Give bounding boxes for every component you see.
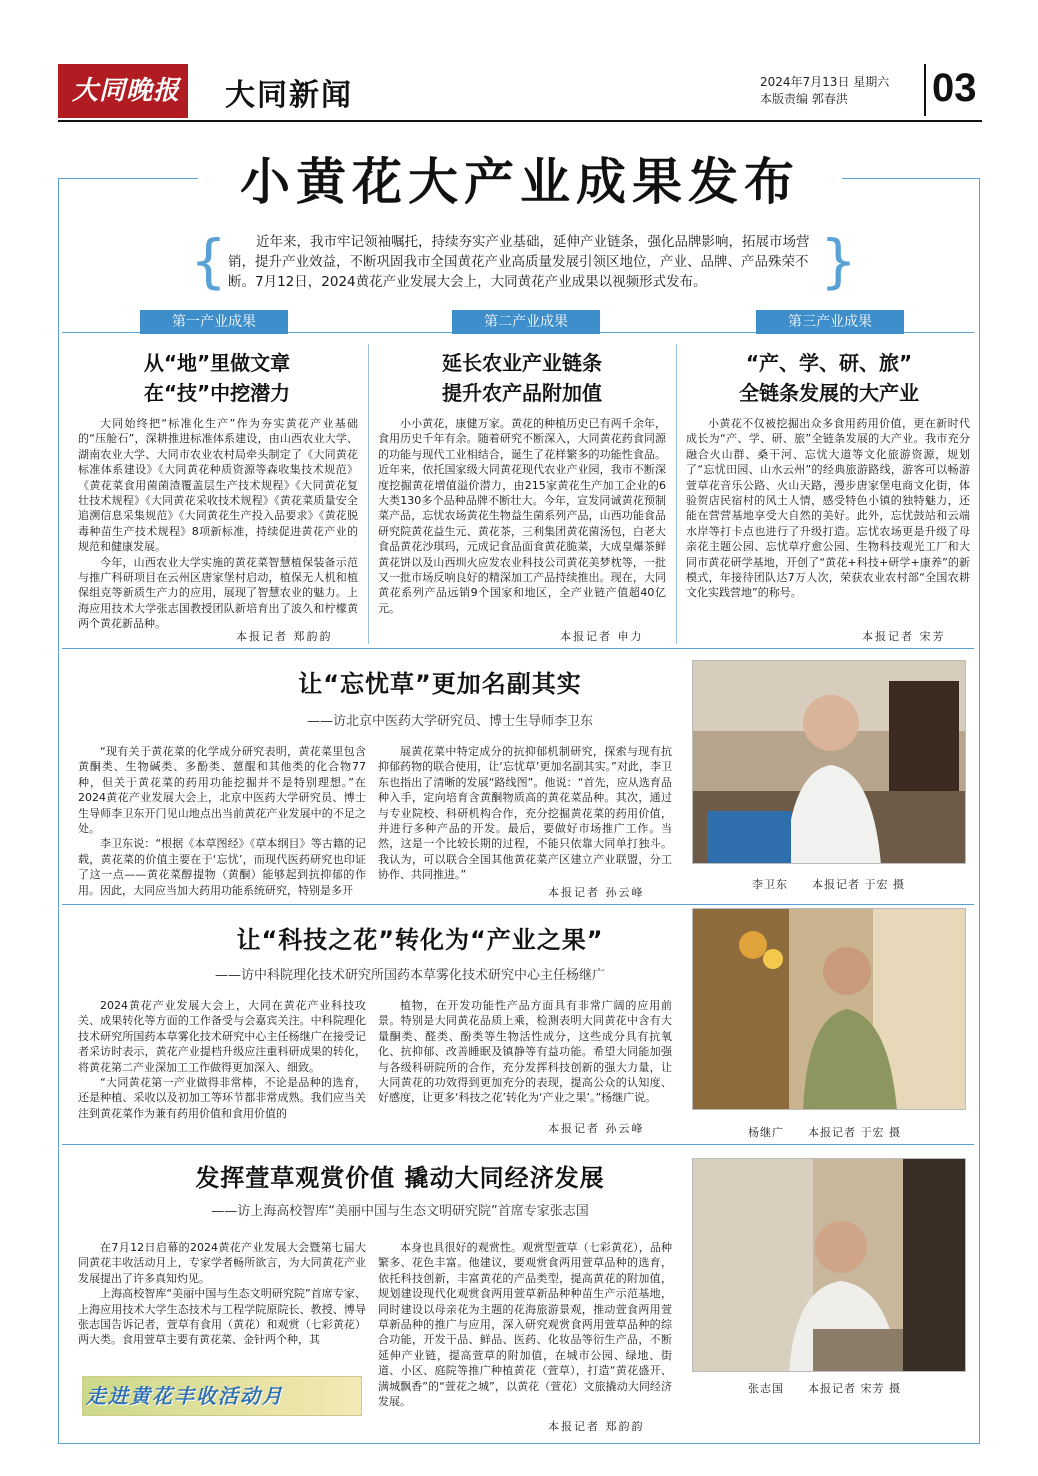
brace-left: { <box>190 227 227 295</box>
portrait-photo-li-weidong <box>692 660 966 864</box>
frame-top-right <box>842 178 980 179</box>
interview-2-byline: 本报记者 孙云峰 <box>548 1122 645 1135</box>
column-3-headline: “产、学、研、旅” 全链条发展的大产业 <box>739 351 919 405</box>
column-divider <box>676 344 677 644</box>
harvest-month-banner-text: 走进黄花丰收活动月 <box>86 1384 284 1408</box>
photo-caption-2: 杨继广 本报记者 于宏 摄 <box>748 1126 901 1139</box>
interview-1-body-left: “现有关于黄花菜的化学成分研究表明，黄花菜里包含黄酮类、生物碱类、多酚类、蒽醌和其他类的化合物77种，但关于黄花菜的药用功能挖掘并不是特别理想。”在2024黄花产业发展大会上，北京中医药大学研究员、博士生导师李卫东开门见山地点出当前黄花产业发展中的不足之处。 李卫东说：“根据《本草图经》《草本纲目》等古籍的记载，黄花菜的价值主要在于‘忘忧’，而现代医药研究也印证了这一点——黄花菜醇提物（黄酮）能够起到抗抑郁的作用。因此，大同应当加大药用功能系统研究，特别是多开 <box>78 745 366 897</box>
tab-primary-industry: 第一产业成果 <box>140 310 288 334</box>
interview-3-body-right: 本身也具很好的观赏性。观赏型萱草（七彩黄花），品种繁多、花色丰富。他建议，要观赏食两用萱草品种的选育，依托科技创新，丰富黄花的产品类型，提高黄花的附加值，规划建设现代化观赏食两用萱草新品种种苗生产示范基地，同时建设以母亲花为主题的花海旅游景观，推动萱食两用萱草新品种的推广与应用，深入研究观赏食两用萱草品种的综合功能，开发干品、鲜品、医药、化妆品等衍生产品，不断延伸产业链，提高萱草的附加值，在城市公园、绿地、街道、小区、庭院等推广种植黄花（萱草），打造“黄花盛开、满城飘香”的“萱花之城”，以黄花（萱花）文旅撬动大同经济发展。 <box>378 1241 672 1409</box>
interview-3-subtitle: ——访上海高校智库“美丽中国与生态文明研究院”首席专家张志国 <box>211 1204 589 1219</box>
portrait-yang-jiguang-image <box>693 909 966 1110</box>
interview-2-title: 让“科技之花”转化为“产业之果” <box>236 926 604 954</box>
column-2-body: 小小黄花，康健万家。黄花的种植历史已有两千余年，食用历史千年有余。随着研究不断深入，大同黄花药食同源的功能与现代工业相结合，诞生了花样繁多的功能性食品。近年来，依托国家级大同黄花现代农业产业园，我市不断深度挖掘黄花增值溢价潜力，由215家黄花生产加工企业的6大类130多个品种品牌不断壮大。今年，宣发同诚黄花预制菜产品，忘忧农场黄花生物益生菌系列产品，山西功能食品研究院黄花益生元、黄花茶，三利集团黄花菌汤包，白老大食品黄花沙琪玛，元成记食品面食黄花脆菜，大成皇爆茶鲜黄花饼以及山西圳火应发农业科技公司黄花美梦枕等，一批又一批市场反响良好的精深加工产品持续推出。现在，大同黄花系列产品远销9个国家和地区，全产业链产值超40亿元。 <box>378 417 666 615</box>
column-2-byline: 本报记者 申力 <box>560 630 644 643</box>
interview-2-subtitle: ——访中科院理化技术研究所国药本草雾化技术研究中心主任杨继广 <box>214 968 605 983</box>
section-rule <box>62 648 974 649</box>
column-3-body: 小黄花不仅被挖掘出众多食用药用价值，更在新时代成长为“产、学、研、旅”全链条发展的大产业。我市充分融合火山群、桑干河、忘忧大道等文化旅游资源，规划了“忘忧田园、山水云州”的经典旅游路线，游客可以畅游萱草花音乐公路、火山天路，漫步唐家堡电商文化街，体验贺店民宿村的风土人情，感受特色小镇的独特魅力，还能在营营基地享受大自然的美好。此外，忘忧鼓站和云端水岸等打卡点也进行了升级打造。忘忧农场更是升级了母亲花主题公园、忘忧草疗愈公园、生物科技观光工厂和大同市黄花研学基地，开创了“黄花+科技+研学+康养”的新模式，年接待团队达7万人次，荣获农业农村部“全国农耕文化实践营地”的称号。 <box>686 417 970 600</box>
column-1-headline: 从“地”里做文章 在“技”中挖潜力 <box>143 351 291 405</box>
column-2-headline: 延长农业产业链条 提升农产品附加值 <box>442 351 602 405</box>
brace-right: } <box>820 227 857 295</box>
photo-caption-1: 李卫东 本报记者 于宏 摄 <box>752 878 905 891</box>
interview-2-body-right: 植物，在开发功能性产品方面具有非常广阔的应用前景。特别是大同黄花品质上乘，检测表明大同黄花中含有大量酮类、醛类、酚类等生物活性成分，这些成分具有抗氧化、抗抑郁、改善睡眠及镇静等有益功能。希望大同能加强与各级科研院所的合作，充分发挥科技创新的强大力量，让大同黄花的功效得到更加充分的表现，提高公众的认知度、好感度，让更多‘科技之花’转化为‘产业之果’。”杨继广说。 <box>378 999 672 1105</box>
header-rule <box>58 120 982 122</box>
column-divider <box>368 344 369 644</box>
issue-date: 2024年7月13日 星期六 <box>760 75 890 89</box>
interview-1-byline: 本报记者 孙云峰 <box>548 886 645 899</box>
main-headline: 小黄花大产业成果发布 <box>240 153 800 211</box>
header-meta <box>760 74 889 108</box>
section-rule <box>62 1144 974 1145</box>
page-editor: 本版责编 郭春洪 <box>760 92 848 106</box>
masthead-logo: 大同晚报 <box>58 64 188 118</box>
tab-secondary-industry: 第二产业成果 <box>452 310 600 334</box>
interview-3-title: 发挥萱草观赏价值 撬动大同经济发展 <box>195 1164 605 1192</box>
section-title: 大同新闻 <box>225 78 353 113</box>
column-1-body: 大同始终把“标准化生产”作为夯实黄花产业基础的“压舱石”，深耕推进标准体系建设，由山西农业大学、湖南农业大学、大同市农业农村局牵头制定了《大同黄花标准体系建设》《大同黄花种质资源等森收集技术规范》《黄花菜食用菌菌渣覆盖层生产技术规程》《大同黄花复壮技术规程》《大同黄花采收技术规程》《黄花菜质量安全追溯信息采集规范》《大同黄花生产投入品要求》《黄花脱毒种苗生产技术规程》8项新标准，持续促进黄花产业的规范和健康发展。 今年，山西农业大学实施的黄花菜智慧植保装备示范与推广科研项目在云州区唐家堡村启动，植保无人机和植保组克等新质生产力的应用，展现了智慧农业的魅力。上海应用技术大学张志国教授团队新培育出了波久和柠檬黄两个黄花新品种。 <box>78 417 358 631</box>
interview-1-title: 让“忘忧草”更加名副其实 <box>298 670 582 698</box>
interview-3-body-left: 在7月12日启幕的2024黄花产业发展大会暨第七届大同黄花丰收活动月上，专家学者畅所欲言，为大同黄花产业发展提出了许多真知灼见。 上海高校智库“美丽中国与生态文明研究院”首席专家、上海应用技术大学生态技术与工程学院原院长、教授、博导张志国告诉记者，萱草有食用（黄花）和观赏（七彩黄花）两大类。食用萱草主要有黄花菜、金针两个种，其 <box>78 1241 366 1347</box>
photo-caption-3: 张志国 本报记者 宋芳 摄 <box>748 1382 901 1395</box>
intro-paragraph: 近年来，我市牢记领袖嘱托，持续夯实产业基础，延伸产业链条，强化品牌影响，拓展市场营销，提升产业效益，不断巩固我市全国黄花产业高质量发展引领区地位，产业、品牌、产品殊荣不断。7月12日，2024黄花产业发展大会上，大同黄花产业成果以视频形式发布。 <box>228 234 810 290</box>
interview-1-subtitle: ——访北京中医药大学研究员、博士生导师李卫东 <box>306 714 593 729</box>
section-rule <box>62 904 974 905</box>
portrait-photo-yang-jiguang <box>692 908 966 1110</box>
header-divider <box>924 64 926 116</box>
tab-tertiary-industry: 第三产业成果 <box>756 310 904 334</box>
portrait-li-weidong-image <box>693 661 966 864</box>
column-1-byline: 本报记者 郑韵韵 <box>236 630 333 643</box>
interview-2-body-left: 2024黄花产业发展大会上，大同在黄花产业科技攻关、成果转化等方面的工作备受与会嘉宾关注。中科院理化技术研究所国药本草雾化技术研究中心主任杨继广在接受记者采访时表示，黄花产业提档升级应注重科研成果的转化，将黄花第二产业深加工工作做得更加深入、细致。 “大同黄花第一产业做得非常棒，不论是品种的选育，还是种植、采收以及初加工等环节都非常成熟。我们应当关注到黄花菜作为兼有药用价值和食用价值的 <box>78 999 366 1120</box>
column-3-byline: 本报记者 宋芳 <box>862 630 946 643</box>
page-number: 03 <box>932 66 977 110</box>
frame-top-left <box>58 178 198 179</box>
portrait-zhang-zhiguo-image <box>693 1159 966 1372</box>
portrait-photo-zhang-zhiguo <box>692 1158 966 1372</box>
interview-3-byline: 本报记者 郑韵韵 <box>548 1420 645 1433</box>
interview-1-body-right: 展黄花菜中特定成分的抗抑郁机制研究，探索与现有抗抑郁药物的联合使用，让‘忘忧草’更加名副其实。”对此，李卫东也指出了清晰的发展“路线图”。他说：“首先，应从选育品种入手，定向培育含黄酮物质高的黄花菜品种。其次，通过与专业院校、科研机构合作，充分挖掘黄花菜的药用价值，并进行多种产品的开发。最后，要做好市场推广工作。当然，这是一个比较长期的过程，不能只依靠大同单打独斗。我认为，可以联合全国其他黄花菜产区建立产业联盟，分工协作、共同推进。” <box>378 745 672 882</box>
